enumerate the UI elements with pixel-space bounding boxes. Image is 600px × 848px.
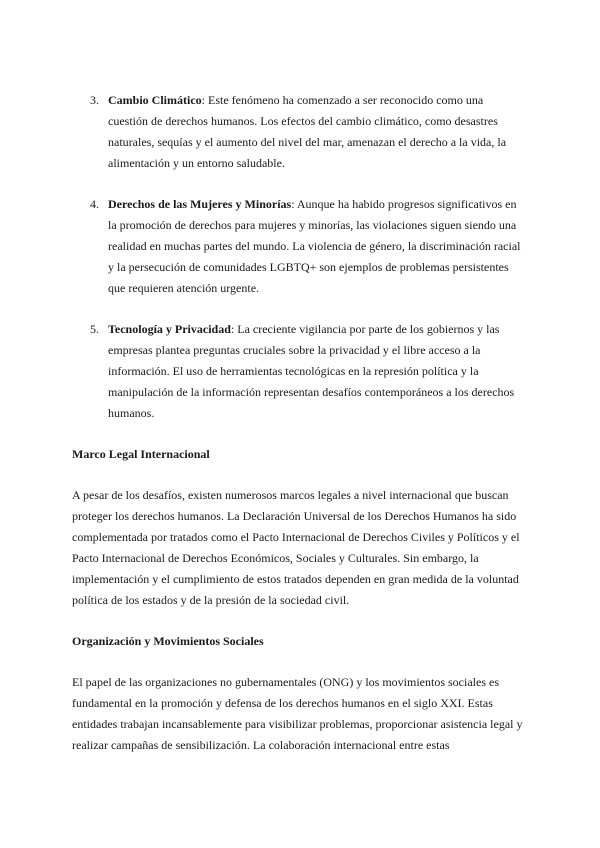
section-paragraph: A pesar de los desafíos, existen numerosos marcos legales a nivel internacional que buscan proteger los derechos humanos. La Declaración Universal de los Derechos Humanos ha sido complementada por tratados como el Pacto Internacional de Derechos Civiles y Políticos y el Pacto Internacional de Derechos Económicos, Sociales y Culturales. Sin embargo, la implementación y el cumplimiento de estos tratados dependen en gran medida de la voluntad política de los estados y de la presión de la sociedad civil. bbox=[72, 488, 520, 607]
list-item-number: 3. bbox=[90, 93, 99, 107]
section-paragraph: El papel de las organizaciones no gubernamentales (ONG) y los movimientos sociales es fundamental en la promoción y defensa de los derechos humanos en el siglo XXI. Estas entidades trabajan incansablemente para visibilizar problemas, proporcionar asistencia legal y realizar campañas de sensibilización. La colaboración internacional entre estas bbox=[72, 675, 523, 752]
section-heading: Organización y Movimientos Sociales bbox=[72, 634, 264, 648]
list-item-text: : Aunque ha habido progresos significativos en la promoción de derechos para mujeres y minorías, las violaciones siguen siendo una realidad en muchas partes del mundo. La violencia de género, la discriminación racial y la persecución de comunidades LGBTQ+ son ejemplos de problemas persistentes que requieren atención urgente. bbox=[108, 197, 521, 295]
list-item-term: Derechos de las Mujeres y Minorías bbox=[108, 197, 292, 211]
section-legal-framework bbox=[72, 444, 526, 611]
list-item-technology-privacy bbox=[90, 319, 526, 424]
section-heading: Marco Legal Internacional bbox=[72, 447, 210, 461]
challenges-list bbox=[90, 90, 526, 444]
list-item-number: 5. bbox=[90, 322, 99, 336]
list-item-women-minorities bbox=[90, 194, 526, 299]
list-item-term: Tecnología y Privacidad bbox=[108, 322, 231, 336]
list-item-text: : La creciente vigilancia por parte de los gobiernos y las empresas plantea preguntas cruciales sobre la privacidad y el libre acceso a la información. El uso de herramientas tecnológicas en la represión política y la manipulación de la información representan desafíos contemporáneos a los derechos humanos. bbox=[108, 322, 515, 420]
list-item-climate-change bbox=[90, 90, 526, 174]
list-item-term: Cambio Climático bbox=[108, 93, 202, 107]
list-item-number: 4. bbox=[90, 197, 99, 211]
list-item-text: : Este fenómeno ha comenzado a ser reconocido como una cuestión de derechos humanos. Los efectos del cambio climático, como desastres naturales, sequías y el aumento del nivel del mar, amenazan el derecho a la vida, la alimentación y un entorno saludable. bbox=[108, 93, 507, 170]
section-social-movements bbox=[72, 631, 526, 756]
